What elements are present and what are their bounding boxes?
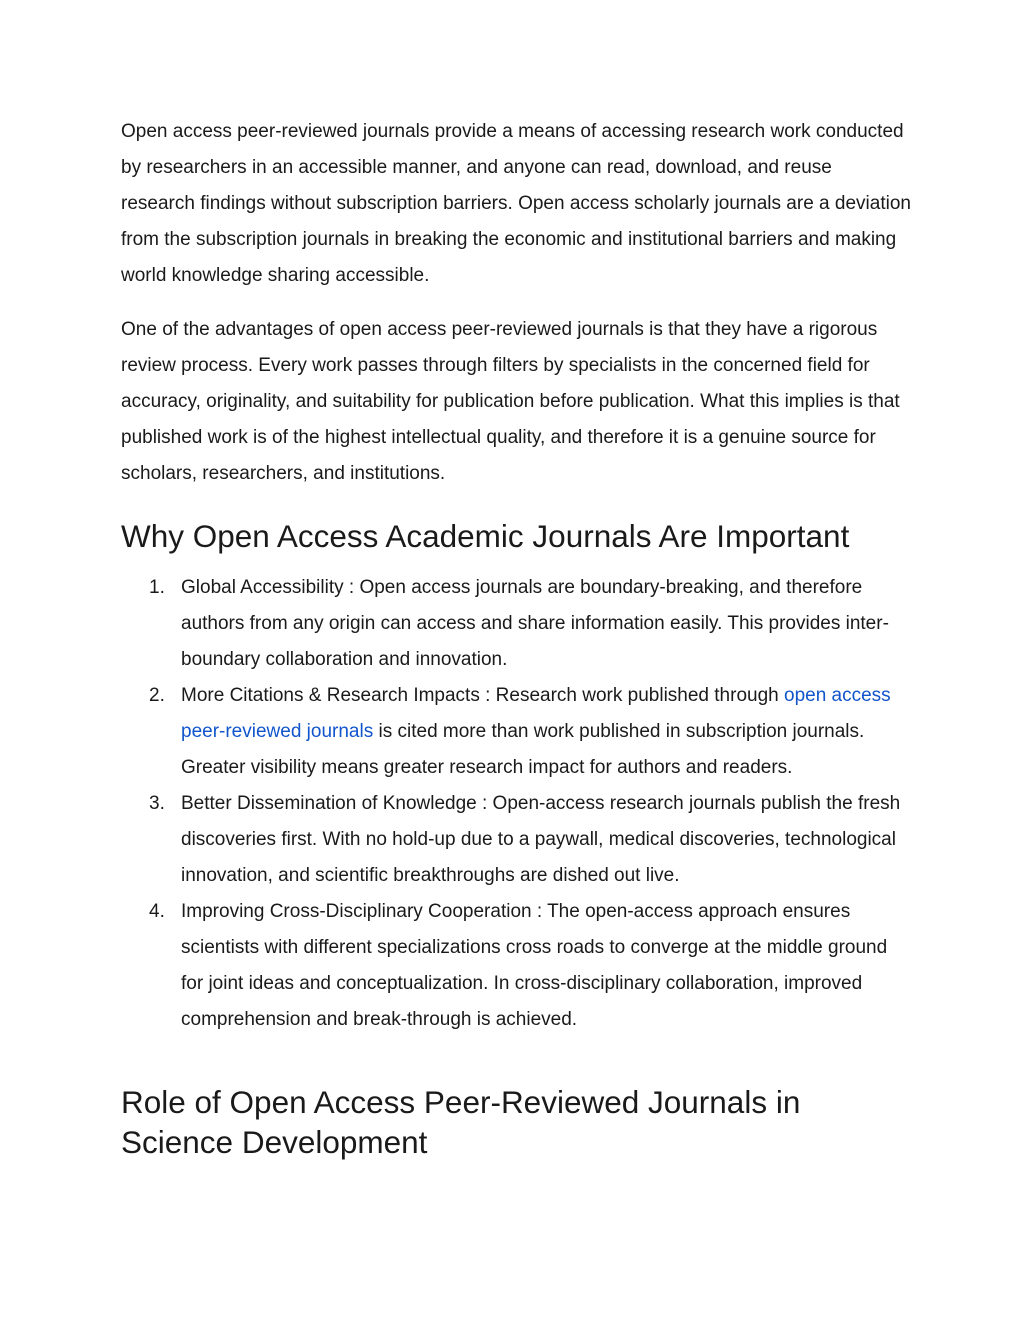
list-item-text-before: More Citations & Research Impacts : Research work published through — [181, 685, 784, 706]
list-item — [121, 570, 911, 678]
list-item-text: Global Accessibility : Open access journals are boundary-breaking, and therefore authors from any origin can access and share information easily. This provides inter-boundary collaboration and innovation. — [181, 577, 889, 670]
list-item-number: 1. — [149, 577, 165, 598]
list-item — [121, 786, 911, 894]
list-item-number: 3. — [149, 793, 165, 814]
intro-paragraph: Open access peer-reviewed journals provide a means of accessing research work conducted by researchers in an accessible manner, and anyone can read, download, and reuse research findings without subscription barriers. Open access scholarly journals are a deviation from the subscription journals in breaking the economic and institutional barriers and making world knowledge sharing accessible. — [121, 121, 911, 286]
list-item-number: 4. — [149, 901, 165, 922]
list-item — [121, 678, 911, 786]
list-item-text: Improving Cross-Disciplinary Cooperation : The open-access approach ensures scientists with different specializations cross roads to converge at the middle ground for joint ideas and conceptualization. In cross-disciplinary collaboration, improved comprehension and break-through is achieved. — [181, 901, 888, 1030]
document-page — [121, 114, 911, 1162]
section-heading-role: Role of Open Access Peer-Reviewed Journals in Science Development — [121, 1084, 801, 1160]
list-item — [121, 894, 911, 1038]
importance-list — [121, 570, 911, 1038]
list-item-text-after: is cited more than work published in subscription journals. Greater visibility means greater research impact for authors and readers. — [181, 721, 865, 778]
list-item-number: 2. — [149, 685, 165, 706]
section-heading-why: Why Open Access Academic Journals Are Important — [121, 518, 850, 554]
list-item-text: Better Dissemination of Knowledge : Open-access research journals publish the fresh discoveries first. With no hold-up due to a paywall, medical discoveries, technological innovation, and scientific breakthroughs are dished out live. — [181, 793, 901, 886]
open-access-journals-link[interactable]: open access peer-reviewed journals — [181, 685, 891, 742]
review-paragraph: One of the advantages of open access peer-reviewed journals is that they have a rigorous review process. Every work passes through filters by specialists in the concerned field for accuracy, originality, and suitability for publication before publication. What this implies is that published work is of the highest intellectual quality, and therefore it is a genuine source for scholars, researchers, and institutions. — [121, 319, 900, 484]
